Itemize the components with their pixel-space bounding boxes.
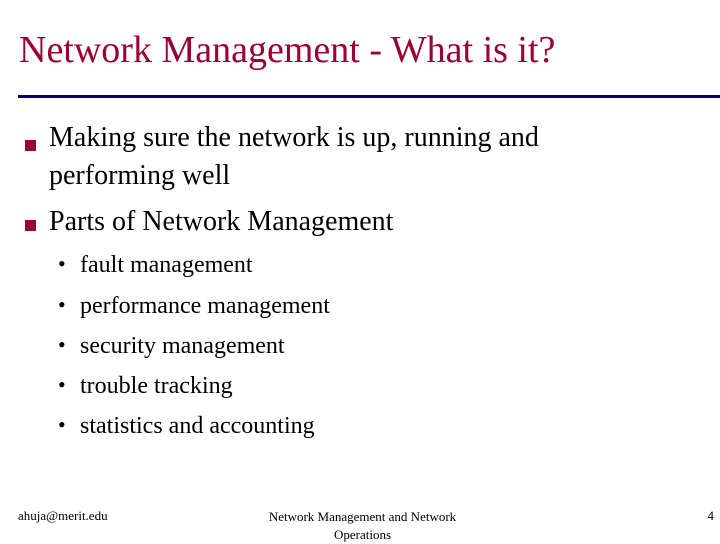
sub-bullet-item: trouble tracking [80, 373, 233, 399]
square-bullet-icon [25, 217, 41, 233]
title-rule [18, 95, 720, 98]
footer-author: ahuja@merit.edu [18, 508, 108, 523]
dot-bullet-icon: • [58, 251, 66, 276]
sub-bullet-item: fault management [80, 252, 253, 278]
bullet-text-line: Making sure the network is up, running and [49, 122, 539, 153]
slide-title: Network Management - What is it? [19, 29, 556, 71]
bullet-text-line: performing well [49, 160, 231, 191]
dot-bullet-icon: • [58, 412, 66, 437]
dot-bullet-icon: • [58, 332, 66, 357]
footer-course-title: Network Management and Network Operations [268, 509, 457, 542]
sub-bullet-item: security management [80, 333, 285, 359]
square-bullet-icon [25, 137, 41, 153]
page-number: 4 [707, 508, 714, 523]
dot-bullet-icon: • [58, 372, 66, 397]
bullet-text-line: Parts of Network Management [49, 206, 394, 237]
sub-bullet-item: statistics and accounting [80, 413, 315, 439]
dot-bullet-icon: • [58, 292, 66, 317]
sub-bullet-item: performance management [80, 293, 330, 319]
